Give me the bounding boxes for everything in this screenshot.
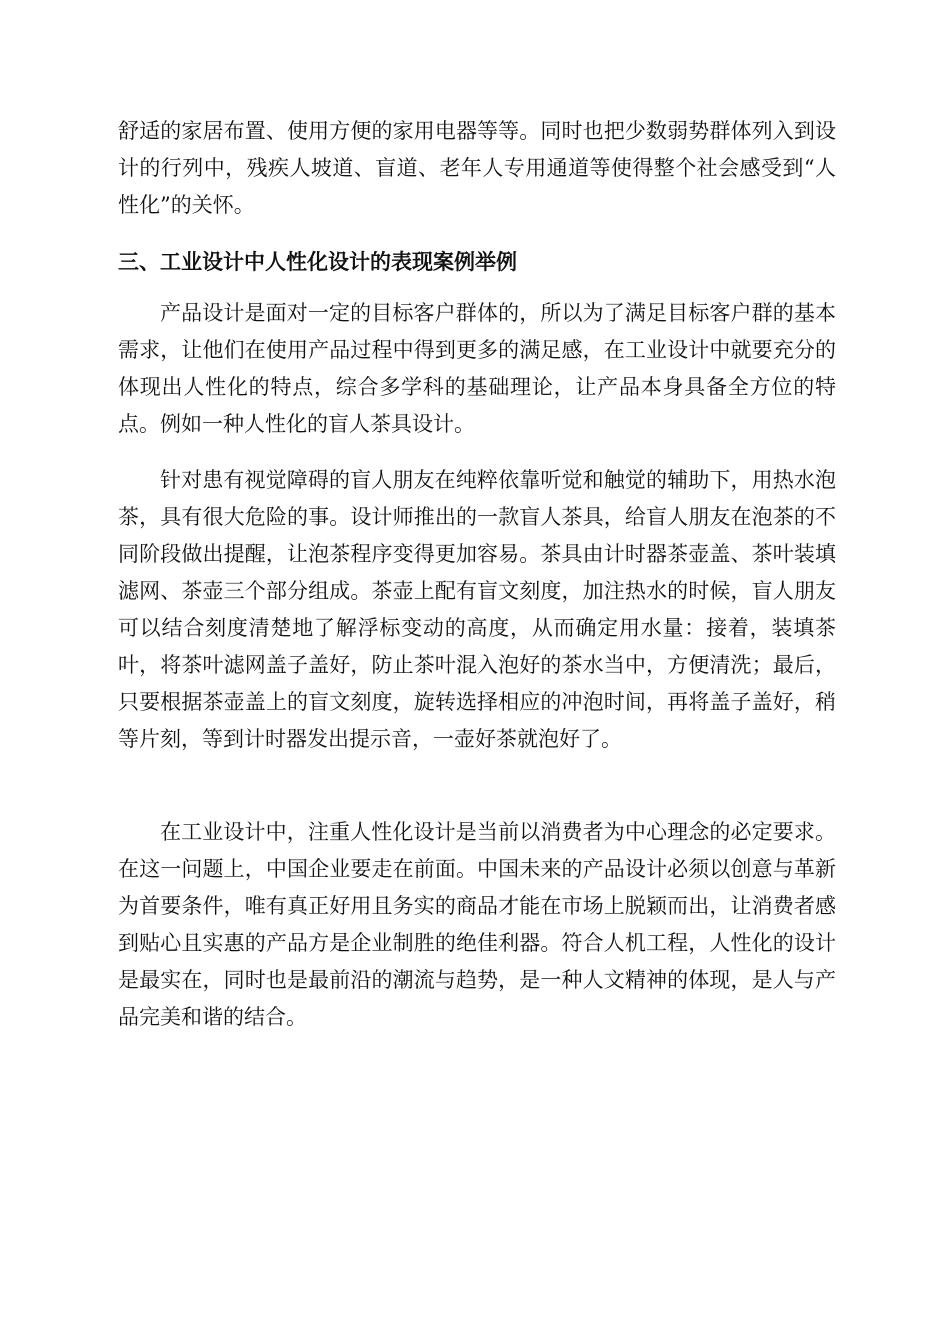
section-heading: 三、工业设计中人性化设计的表现案例举例 (118, 250, 517, 274)
paragraph-conclusion: 在工业设计中，注重人性化设计是当前以消费者为中心理念的必定要求。在这一问题上，中国企业要走在前面。中国未来的产品设计必须以创意与革新为首要条件，唯有真正好用且务实的商品才能在市场上脱颖而出，让消费者感到贴心且实惠的产品方是企业制胜的绝佳利器。符合人机工程，人性化的设计是最实在，同时也是最前沿的潮流与趋势，是一种人文精神的体现，是人与产品完美和谐的结合。 (118, 820, 836, 1029)
paragraph-continued: 舒适的家居布置、使用方便的家用电器等等。同时也把少数弱势群体列入到设计的行列中，残疾人坡道、盲道、老年人专用通道等使得整个社会感受到“人性化”的关怀。 (118, 119, 836, 217)
paragraph-product-design: 产品设计是面对一定的目标客户群体的，所以为了满足目标客户群的基本需求，让他们在使用产品过程中得到更多的满足感，在工业设计中就要充分的体现出人性化的特点，综合多学科的基础理论，让产品本身具备全方位的特点。例如一种人性化的盲人茶具设计。 (118, 301, 836, 436)
paragraph-blind-tea-set: 针对患有视觉障碍的盲人朋友在纯粹依靠听觉和触觉的辅助下，用热水泡茶，具有很大危险的事。设计师推出的一款盲人茶具，给盲人朋友在泡茶的不同阶段做出提醒，让泡茶程序变得更加容易。茶具由计时器茶壶盖、茶叶装填滤网、茶壶三个部分组成。茶壶上配有盲文刻度，加注热水的时候，盲人朋友可以结合刻度清楚地了解浮标变动的高度，从而确定用水量：接着，装填茶叶，将茶叶滤网盖子盖好，防止茶叶混入泡好的茶水当中，方便清洗；最后，只要根据茶壶盖上的盲文刻度，旋转选择相应的冲泡时间，再将盖子盖好，稍等片刻，等到计时器发出提示音，一壶好茶就泡好了。 (118, 468, 836, 751)
